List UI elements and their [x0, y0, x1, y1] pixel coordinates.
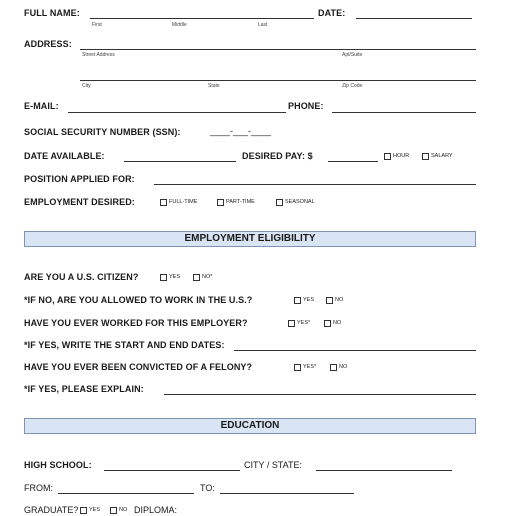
worked-no-label: NO [333, 320, 342, 326]
zip-code-caption: Zip Code [342, 83, 363, 89]
graduate-no-label: NO [119, 507, 128, 513]
full-time-option-label: FULL-TIME [169, 199, 198, 205]
hour-option-label: HOUR [393, 153, 410, 159]
city-state-field[interactable] [316, 470, 452, 471]
street-address-field[interactable] [80, 49, 476, 50]
education-header: EDUCATION [24, 418, 476, 434]
worked-here-question: HAVE YOU EVER WORKED FOR THIS EMPLOYER? [24, 318, 248, 328]
part-time-option-label: PART-TIME [226, 199, 255, 205]
state-caption: State [208, 83, 220, 89]
ssn-field[interactable]: ____-___-____ [210, 126, 272, 136]
salary-checkbox[interactable] [422, 153, 429, 160]
felony-explain-question: *IF YES, PLEASE EXPLAIN: [24, 384, 144, 394]
to-label: TO: [200, 483, 215, 493]
graduate-yes-checkbox[interactable] [80, 507, 87, 514]
citizen-no-label: NO* [202, 274, 213, 280]
citizen-no-checkbox[interactable] [193, 274, 200, 281]
high-school-label: HIGH SCHOOL: [24, 460, 92, 470]
felony-yes-label: YES* [303, 364, 317, 370]
seasonal-option-label: SEASONAL [285, 199, 315, 205]
date-available-label: DATE AVAILABLE: [24, 151, 105, 161]
allowed-to-work-question: *IF NO, ARE YOU ALLOWED TO WORK IN THE U.S.? [24, 295, 253, 305]
felony-yes-checkbox[interactable] [294, 364, 301, 371]
city-state-zip-field[interactable] [80, 80, 476, 81]
street-address-caption: Street Address [82, 52, 115, 58]
full-name-field[interactable] [90, 18, 314, 19]
city-caption: City [82, 83, 91, 89]
date-field[interactable] [356, 18, 472, 19]
last-name-caption: Last [258, 22, 268, 28]
worked-yes-checkbox[interactable] [288, 320, 295, 327]
felony-no-checkbox[interactable] [330, 364, 337, 371]
desired-pay-label: DESIRED PAY: $ [242, 151, 313, 161]
salary-option-label: SALARY [431, 153, 453, 159]
from-field[interactable] [58, 493, 194, 494]
address-label: ADDRESS: [24, 39, 72, 49]
first-name-caption: First [92, 22, 102, 28]
felony-question: HAVE YOU EVER BEEN CONVICTED OF A FELONY? [24, 362, 253, 372]
graduate-label: GRADUATE? [24, 505, 79, 515]
start-end-dates-question: *IF YES, WRITE THE START AND END DATES: [24, 340, 225, 350]
email-field[interactable] [68, 112, 286, 113]
middle-name-caption: Middle [172, 22, 187, 28]
part-time-checkbox[interactable] [217, 199, 224, 206]
hour-checkbox[interactable] [384, 153, 391, 160]
citizen-question: ARE YOU A U.S. CITIZEN? [24, 272, 139, 282]
from-label: FROM: [24, 483, 53, 493]
phone-field[interactable] [332, 112, 476, 113]
apt-suite-caption: Apt/Suite [342, 52, 363, 58]
phone-label: PHONE: [288, 101, 324, 111]
to-field[interactable] [220, 493, 354, 494]
allowed-yes-checkbox[interactable] [294, 297, 301, 304]
diploma-label: DIPLOMA: [134, 505, 178, 515]
worked-no-checkbox[interactable] [324, 320, 331, 327]
full-name-label: FULL NAME: [24, 8, 80, 18]
worked-yes-label: YES* [297, 320, 311, 326]
graduate-yes-label: YES [89, 507, 101, 513]
graduate-no-checkbox[interactable] [110, 507, 117, 514]
full-time-checkbox[interactable] [160, 199, 167, 206]
citizen-yes-checkbox[interactable] [160, 274, 167, 281]
desired-pay-field[interactable] [328, 161, 378, 162]
employment-desired-label: EMPLOYMENT DESIRED: [24, 197, 135, 207]
citizen-yes-label: YES [169, 274, 181, 280]
felony-no-label: NO [339, 364, 348, 370]
allowed-no-label: NO [335, 297, 344, 303]
felony-explain-field[interactable] [164, 394, 476, 395]
employment-eligibility-header: EMPLOYMENT ELIGIBILITY [24, 231, 476, 247]
position-field[interactable] [154, 184, 476, 185]
seasonal-checkbox[interactable] [276, 199, 283, 206]
allowed-no-checkbox[interactable] [326, 297, 333, 304]
city-state-label: CITY / STATE: [244, 460, 303, 470]
position-label: POSITION APPLIED FOR: [24, 174, 135, 184]
start-end-dates-field[interactable] [234, 350, 476, 351]
date-label: DATE: [318, 8, 346, 18]
high-school-field[interactable] [104, 470, 240, 471]
email-label: E-MAIL: [24, 101, 59, 111]
ssn-label: SOCIAL SECURITY NUMBER (SSN): [24, 127, 181, 137]
date-available-field[interactable] [124, 161, 236, 162]
allowed-yes-label: YES [303, 297, 315, 303]
